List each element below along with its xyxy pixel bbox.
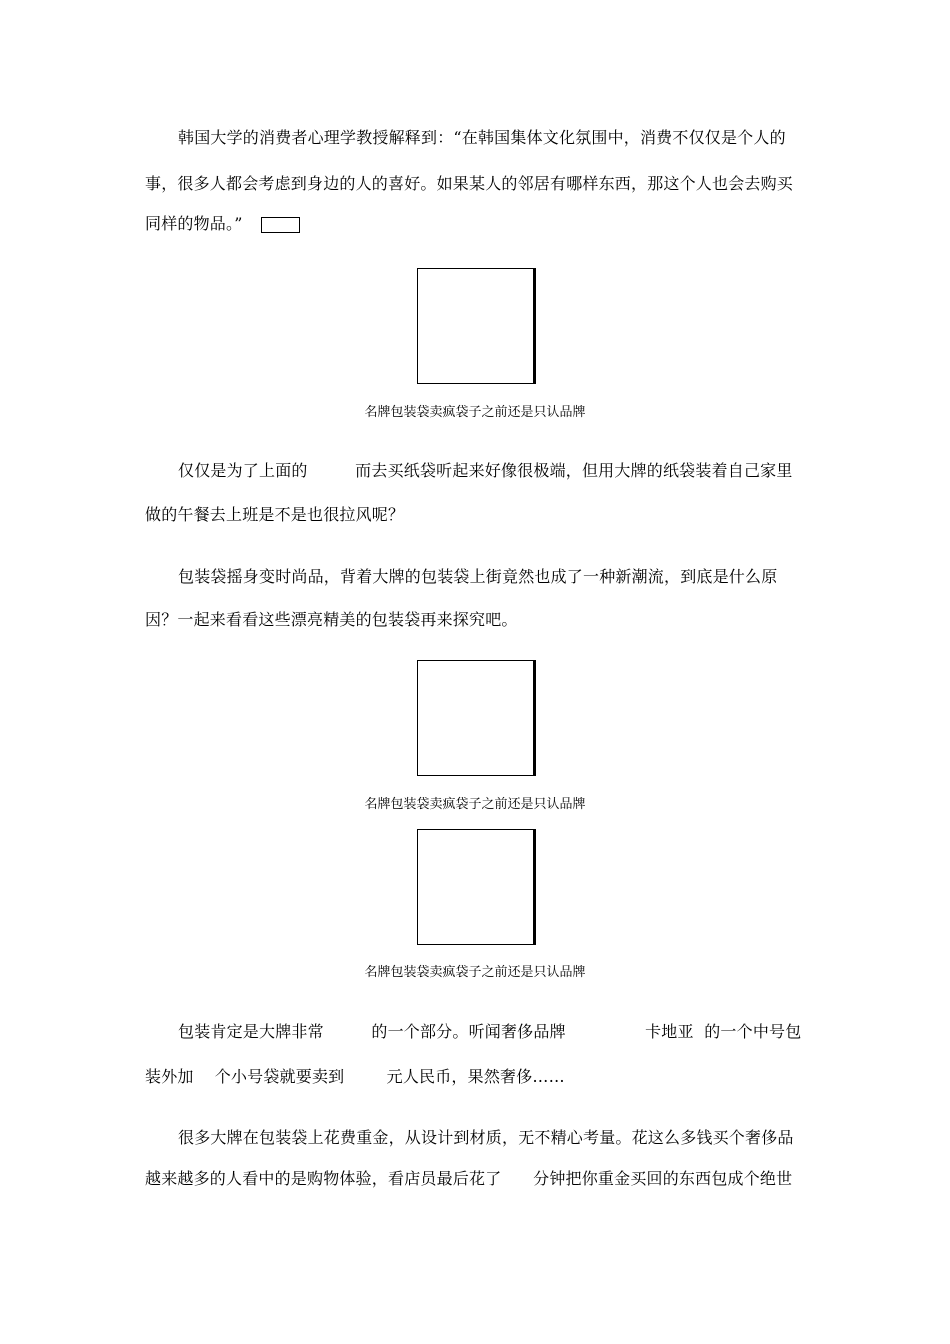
figure-caption-1: 名牌包装袋卖疯袋子之前还是只认品牌 [364, 405, 586, 420]
paragraph-5-line-2: 越来越多的人看中的是购物体验，看店员最后花了 分钟把你重金买回的东西包成个绝世 [145, 1169, 793, 1188]
paragraph-4-line-2: 装外加 个小号袋就要卖到 元人民币，果然奢侈…… [145, 1067, 565, 1086]
paragraph-3-line-1: 包装袋摇身变时尚品，背着大牌的包装袋上街竟然也成了一种新潮流，到底是什么原 [178, 567, 778, 586]
paragraph-5-line-1: 很多大牌在包装袋上花费重金，从设计到材质，无不精心考量。花这么多钱买个奢侈品 [178, 1128, 794, 1147]
paragraph-1-line-1: 韩国大学的消费者心理学教授解释到：“在韩国集体文化氛围中，消费不仅仅是个人的 [178, 128, 786, 147]
inline-image-placeholder [261, 217, 300, 233]
paragraph-3-line-2: 因？一起来看看这些漂亮精美的包装袋再来探究吧。 [145, 610, 518, 629]
paragraph-2-line-2: 做的午餐去上班是不是也很拉风呢？ [145, 505, 405, 524]
figure-caption-3: 名牌包装袋卖疯袋子之前还是只认品牌 [364, 965, 586, 980]
paragraph-1-line-3: 同样的物品。” [145, 214, 243, 233]
image-placeholder-3 [417, 829, 536, 945]
paragraph-2-line-1: 仅仅是为了上面的 而去买纸袋听起来好像很极端，但用大牌的纸袋装着自己家里 [178, 461, 793, 480]
image-placeholder-1 [417, 268, 536, 384]
paragraph-4-line-1: 包装肯定是大牌非常 的一个部分。听闻奢侈品牌 卡地亚 的一个中号包 [178, 1022, 802, 1041]
figure-caption-2: 名牌包装袋卖疯袋子之前还是只认品牌 [364, 797, 586, 812]
image-placeholder-2 [417, 660, 536, 776]
paragraph-1-line-2: 事，很多人都会考虑到身边的人的喜好。如果某人的邻居有哪样东西，那这个人也会去购买 [145, 174, 794, 193]
